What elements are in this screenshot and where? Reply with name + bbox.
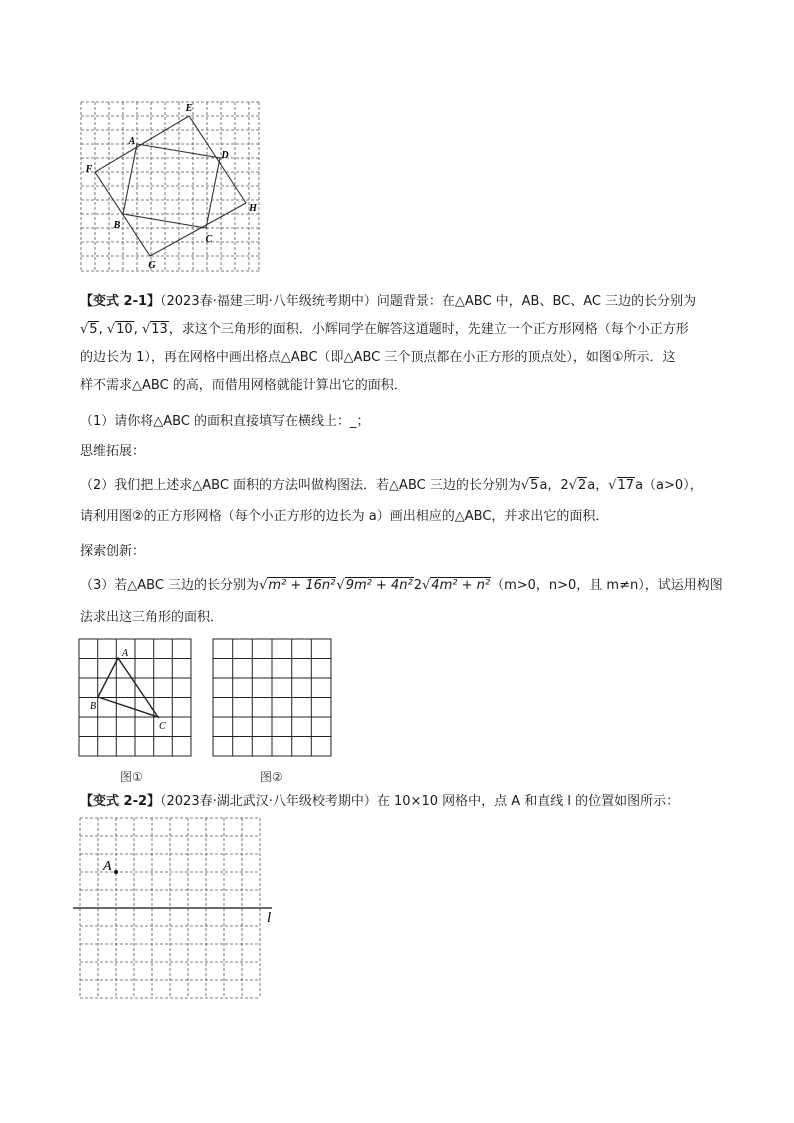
label-G: G — [148, 260, 156, 271]
heading-exploration: 探索创新： — [80, 544, 146, 559]
figure-2-empty-grid — [212, 638, 334, 760]
sqrt-expr-1: √m² + 16n² — [259, 578, 336, 593]
label-E: E — [185, 103, 193, 114]
problem1-line3: 的边长为 1），再在网格中画出格点△ABC（即△ABC 三个顶点都在小正方形的顶点处），如图①所示．这 — [80, 350, 676, 365]
heading-thinking-extension: 思维拓展： — [80, 444, 146, 459]
problem2-text: 在 10×10 网格中，点 A 和直线 l 的位置如图所示： — [376, 794, 680, 809]
label-l: l — [267, 910, 272, 926]
question-2-line2: 请利用图②的正方形网格（每个小正方形的边长为 a）画出相应的△ABC，并求出它的面积． — [80, 509, 609, 524]
point-A — [114, 870, 118, 874]
label-D: D — [221, 150, 229, 161]
sqrt-13: √13 — [141, 322, 168, 337]
problem1-line1 — [80, 290, 696, 309]
label-C: C — [205, 234, 213, 245]
sqrt-2-a: √2 — [568, 478, 587, 493]
triangle-ABC — [98, 658, 158, 717]
problem1-line4: 样不需求△ABC 的高，而借用网格就能计算出它的面积． — [80, 378, 407, 393]
sqrt-17-a: √17 — [608, 478, 635, 493]
sqrt-5-a: √5 — [520, 478, 539, 493]
label-B: B — [113, 220, 121, 231]
figure-1-grid-triangle — [78, 638, 194, 760]
problem1-source: （2023春·福建三明·八年级统考期中） — [160, 294, 377, 309]
label-F: F — [85, 164, 93, 175]
question-1: （1）请你将△ABC 的面积直接填写在横线上：_； — [80, 414, 370, 429]
sqrt-expr-2: √9m² + 4n² — [336, 578, 413, 593]
question-3-line2: 法求出这三角形的面积． — [80, 610, 224, 625]
problem1-line2-tail: ，求这个三角形的面积．小辉同学在解答这道题时，先建立一个正方形网格（每个小正方形 — [168, 322, 689, 337]
problem2-tag: 【变式 2-2】 — [80, 794, 161, 809]
figure-10x10-grid-line-l — [72, 816, 282, 1002]
label-A: A — [122, 648, 129, 659]
label-A: A — [128, 136, 136, 147]
problem1-line2: √5, √10, √13，求这个三角形的面积．小辉同学在解答这道题时，先建立一个正方形网格（每个小正方形 — [80, 322, 689, 337]
sqrt-10: √10 — [106, 322, 133, 337]
sqrt-5: √5 — [80, 322, 98, 337]
label-C: C — [159, 721, 166, 732]
figure-grid-quadrilaterals — [78, 100, 268, 276]
problem2-source: （2023春·湖北武汉·八年级校考期中） — [160, 794, 377, 809]
question-3-line1: （3）若△ABC 三边的长分别为√m² + 16n²√9m² + 4n²2√4m² + n²（m>0，n>0，且 m≠n），试运用构图 — [80, 578, 723, 593]
caption-figure-2: 图② — [260, 770, 283, 784]
label-H: H — [249, 203, 257, 214]
caption-figure-1: 图① — [120, 770, 143, 784]
problem1-line1-text: 问题背景：在△ABC 中，AB、BC、AC 三边的长分别为 — [376, 294, 697, 309]
label-A: A — [103, 859, 112, 874]
sqrt-expr-3: √4m² + n² — [422, 578, 491, 593]
question-2-line1: （2）我们把上述求△ABC 面积的方法叫做构图法．若△ABC 三边的长分别为√5a，2√2a，√17a（a>0）， — [80, 478, 703, 493]
label-B: B — [90, 701, 97, 712]
problem1-tag: 【变式 2-1】 — [80, 294, 161, 309]
problem2-line — [80, 790, 679, 809]
